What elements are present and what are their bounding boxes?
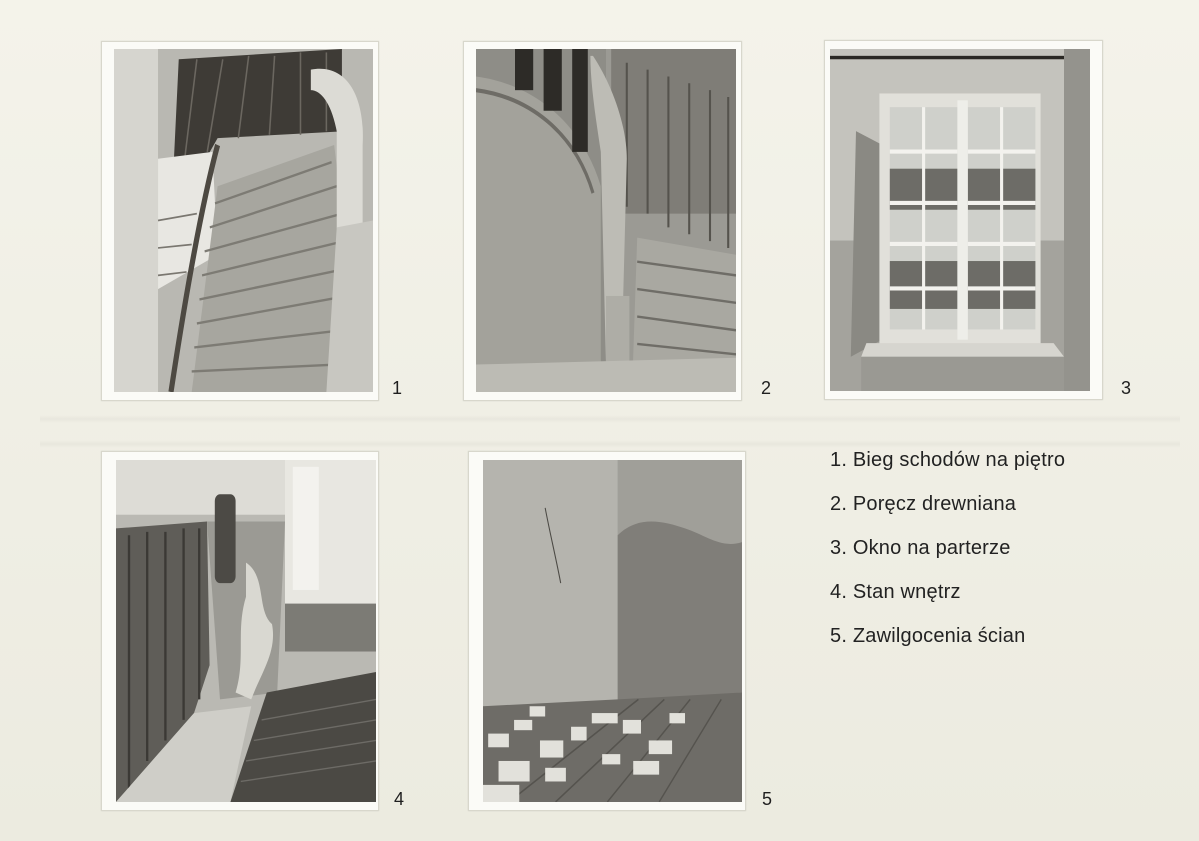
window-icon [830,49,1090,391]
caption-item: 5. Zawilgocenia ścian [830,625,1026,647]
photo-window [824,40,1103,400]
caption-item: 2. Poręcz drewniana [830,493,1017,515]
photo-number: 2 [761,378,772,398]
caption-list [830,448,1065,668]
photo-number: 3 [1121,378,1132,398]
paper-crease [40,415,1180,423]
caption-item: 4. Stan wnętrz [830,581,961,603]
interior-icon [116,460,376,802]
photo-handrail [463,41,742,401]
damp-wall-icon [483,460,742,802]
caption-item: 3. Okno na parterze [830,537,1011,559]
photo-staircase [101,41,379,401]
paper-crease [40,440,1180,448]
caption-item: 1. Bieg schodów na piętro [830,449,1066,471]
photo-damp-walls [468,451,746,811]
photo-number: 4 [394,789,405,809]
handrail-icon [476,49,736,392]
photo-interior [101,451,379,811]
staircase-icon [114,49,373,392]
photo-number: 5 [762,789,773,809]
photo-number: 1 [392,378,403,398]
